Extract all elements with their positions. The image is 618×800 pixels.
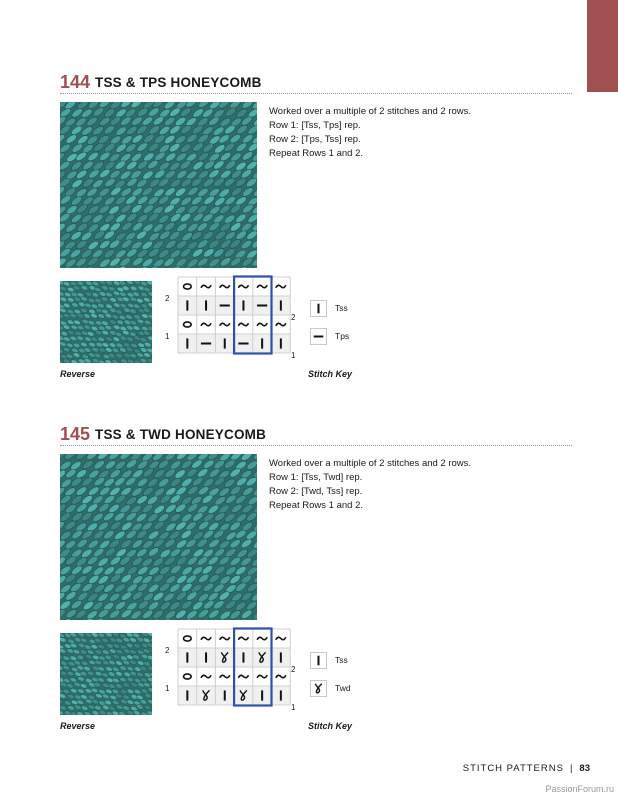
instructions [269, 105, 529, 161]
section-144 [60, 72, 572, 392]
page-footer [463, 763, 590, 774]
instruction-line: Repeat Rows 1 and 2. [269, 148, 364, 159]
key-symbol [310, 652, 327, 669]
instruction-line: Row 1: [Tss, Twd] rep. [269, 472, 363, 483]
key-symbol [310, 328, 327, 345]
key-symbol [310, 300, 327, 317]
reverse-swatch-image [60, 633, 152, 715]
chart-row-label-right: 1 [291, 351, 296, 360]
instructions [269, 457, 529, 513]
yarn-texture [60, 281, 152, 363]
chart-row-label-right: 1 [291, 703, 296, 712]
key-caption: Stitch Key [308, 369, 353, 379]
key-caption: Stitch Key [308, 721, 353, 731]
chart-row-label-right: 2 [291, 313, 296, 322]
twd-symbol [315, 684, 321, 693]
section-heading [60, 72, 572, 94]
reverse-caption: Reverse [60, 721, 96, 731]
footer-separator: | [569, 763, 574, 774]
instruction-line: Row 2: [Tps, Tss] rep. [269, 134, 361, 145]
watermark-text: PassionForum.ru [545, 784, 614, 794]
instruction-line: Worked over a multiple of 2 stitches and 2 rows. [269, 106, 472, 117]
key-label: Tps [335, 331, 350, 341]
pattern-number: 145 [60, 424, 91, 444]
instruction-line: Row 2: [Twd, Tss] rep. [269, 486, 363, 497]
front-swatch-image [60, 454, 257, 620]
chapter-tab [587, 0, 618, 92]
stitch-key [310, 300, 380, 350]
stitch-key [310, 652, 380, 702]
page-number: 83 [579, 763, 590, 774]
key-label: Twd [335, 683, 351, 693]
chart-row-label-right: 2 [291, 665, 296, 674]
section-heading [60, 424, 572, 446]
chart-row-label-left: 2 [165, 294, 170, 303]
front-swatch-image [60, 102, 257, 268]
chart-row-label-left: 1 [165, 332, 170, 341]
key-symbol [310, 680, 327, 697]
instruction-line: Row 1: [Tss, Tps] rep. [269, 120, 361, 131]
reverse-swatch-image [60, 281, 152, 363]
pattern-title: TSS & TPS HONEYCOMB [95, 75, 262, 90]
pattern-number: 144 [60, 72, 91, 92]
key-label: Tss [335, 655, 348, 665]
chart-row-label-left: 1 [165, 684, 170, 693]
section-145 [60, 424, 572, 744]
reverse-caption: Reverse [60, 369, 96, 379]
instruction-line: Worked over a multiple of 2 stitches and 2 rows. [269, 458, 472, 469]
pattern-title: TSS & TWD HONEYCOMB [95, 427, 267, 442]
key-label: Tss [335, 303, 348, 313]
footer-section-name: STITCH PATTERNS [462, 763, 564, 774]
chart-row-label-left: 2 [165, 646, 170, 655]
instruction-line: Repeat Rows 1 and 2. [269, 500, 364, 511]
